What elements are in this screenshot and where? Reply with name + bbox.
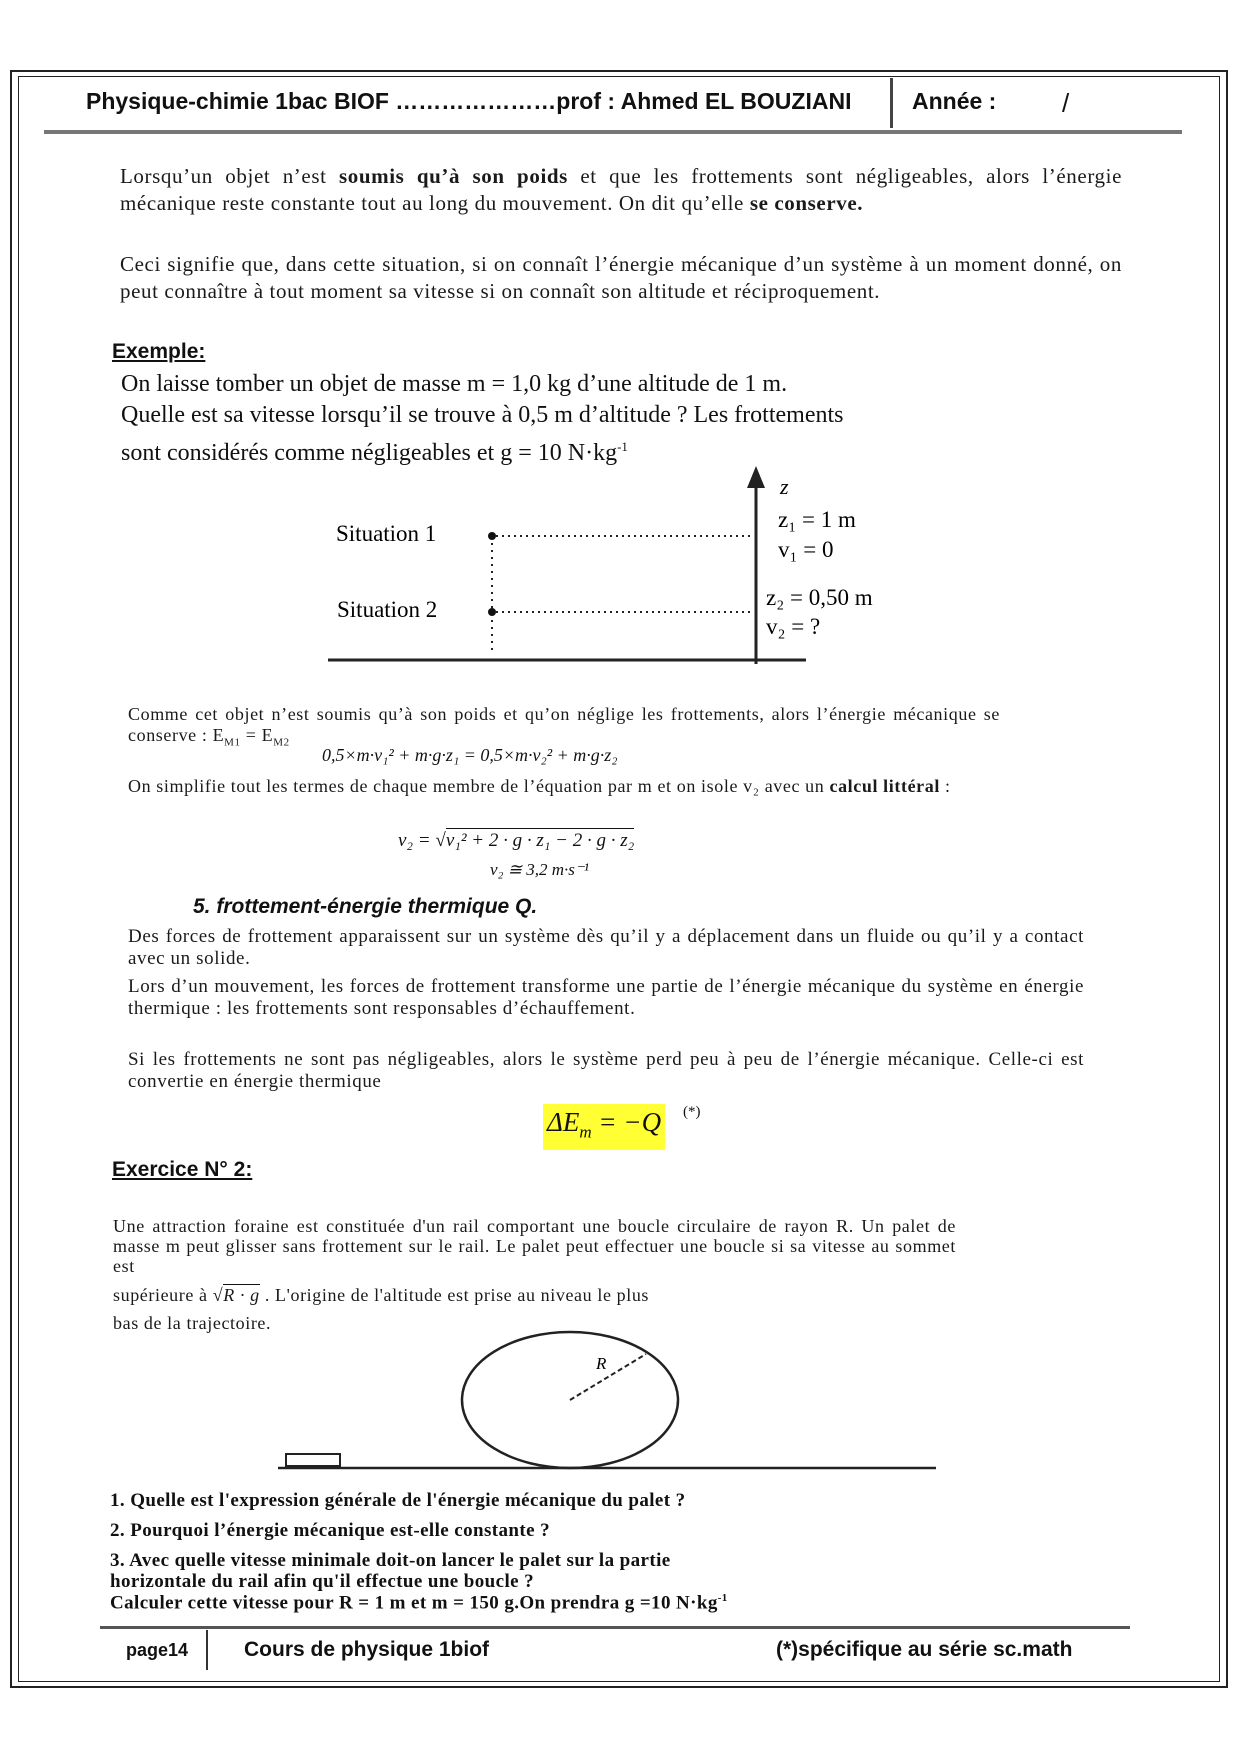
intro-text: Lorsqu’un objet n’est [120, 164, 339, 188]
intro-bold-conserve: se conserve [749, 191, 858, 215]
situation-1-label: Situation 1 [336, 521, 437, 546]
z2-label: z₂ = 0,50 m [766, 585, 873, 610]
footer-rule [100, 1626, 1130, 1629]
section-5-paragraph-2: Lors d’un mouvement, les forces de frottement transforme une partie de l’énergie mécanique du système en énergie thermique : les frottements sont responsables d’échauffement. [128, 976, 1084, 1019]
formula-delta-e: ΔE [547, 1107, 580, 1137]
section-5-heading: 5. frottement-énergie thermique Q. [193, 895, 538, 918]
header-title: Physique-chimie 1bac BIOF …………………prof : Ahmed EL BOUZIANI [86, 88, 852, 114]
loop-track-diagram [270, 1330, 950, 1480]
question-3c-exp: -1 [717, 1592, 728, 1604]
radius-line [570, 1354, 646, 1400]
formula-subscript: m [579, 1122, 592, 1142]
question-3c [110, 1592, 728, 1614]
solution-text: Comme cet objet n’est soumis qu’à son poids et qu’on néglige les frottements, alors l’énergie mécanique se conserve : E [128, 704, 1000, 745]
footer-separator [206, 1630, 208, 1670]
footer-note: (*)spécifique au série sc.math [776, 1638, 1073, 1661]
question-3a: 3. Avec quelle vitesse minimale doit-on lancer le palet sur la partie [110, 1550, 671, 1571]
object-point-1 [488, 532, 496, 540]
example-line-2: Quelle est sa vitesse lorsqu’il se trouve à 0,5 m d’altitude ? Les frottements [121, 402, 844, 428]
exercise-2-text-2 [113, 1283, 973, 1307]
intro-bold-poids: soumis qu’à son poids [338, 164, 568, 188]
example-line-3-text: sont considérés comme négligeables et g = 10 N·kg [121, 440, 618, 466]
example-statement [121, 369, 1021, 469]
z-axis-label: z [780, 474, 789, 499]
exercise-text: . L'origine de l'altitude est prise au niveau le plus [259, 1285, 650, 1305]
root-rg: R · g [223, 1285, 260, 1305]
z-axis-arrow-icon [747, 466, 765, 488]
sqrt-icon: √ [212, 1285, 224, 1305]
solution-text: : [939, 776, 951, 796]
formula-note-mark: (*) [683, 1104, 701, 1120]
exercise-text: supérieure à [113, 1285, 213, 1305]
question-3b: horizontale du rail afin qu'il effectue une boucle ? [110, 1571, 535, 1592]
puck [286, 1454, 340, 1466]
header-separator [890, 78, 893, 128]
solution-bold-calcul: calcul littéral [829, 776, 940, 796]
section-5-paragraph-3: Si les frottements ne sont pas négligeables, alors le système perd peu à peu de l’énergie mécanique. Celle-ci est convertie en énergie thermique [128, 1049, 1084, 1092]
header-rule [44, 130, 1182, 134]
example-line-3-exp: -1 [617, 439, 628, 454]
question-3c-text: Calculer cette vitesse pour R = 1 m et m = 150 g.On prendra g =10 N·kg [110, 1592, 718, 1614]
speed-formula-root: v₁² + 2 · g · z₁ − 2 · g · z₂ [445, 830, 635, 851]
situation-2-label: Situation 2 [337, 597, 438, 622]
intro-text: et que les frottements sont négligeables, alors l’énergie mécanique reste constante tout au long du mouvement. On dit qu’elle [120, 164, 1122, 215]
speed-formula-left: v₂ = [398, 830, 436, 851]
solution-paragraph-2 [128, 776, 1000, 797]
intro-paragraph-1 [120, 163, 1122, 217]
object-point-2 [488, 608, 496, 616]
solution-text: = E [240, 725, 274, 745]
question-1: 1. Quelle est l'expression générale de l'énergie mécanique du palet ? [110, 1490, 686, 1511]
speed-result: v₂ ≅ 3,2 m·s⁻¹ [490, 860, 589, 879]
header-slash: / [1062, 88, 1070, 118]
solution-text: On simplifie tout les termes de chaque membre de l’équation par m et on isole v₂ avec un [128, 776, 830, 796]
page-footer [100, 1630, 1130, 1670]
intro-text: . [857, 191, 864, 215]
exercise-2-text-1: Une attraction foraine est constituée d'un rail comportant une boucle circulaire de rayon R. Un palet de masse m peut glisser sans frottement sur le rail. Le palet peut effectuer une boucle si sa vitesse au sommet est [113, 1216, 956, 1276]
v1-label: v₁ = 0 [778, 537, 834, 562]
v2-label: v₂ = ? [766, 614, 821, 639]
intro-paragraph-2: Ceci signifie que, dans cette situation, si on connaît l’énergie mécanique d’un système à un moment donné, on peut connaître à tout moment sa vitesse si on connaît son altitude et réciproquement. [120, 252, 1122, 303]
energy-equation: 0,5×m·v₁² + m·g·z₁ = 0,5×m·v₂² + m·g·z₂ [322, 745, 618, 765]
section-5-paragraph-1: Des forces de frottement apparaissent sur un système dès qu’il y a déplacement dans un fluide ou qu’il y a contact avec un solide. [128, 926, 1084, 969]
example-label: Exemple: [112, 340, 206, 363]
thermal-energy-formula [543, 1104, 665, 1150]
altitude-diagram [320, 460, 920, 680]
sqrt-icon: √ [435, 830, 446, 851]
radius-label: R [596, 1354, 607, 1373]
header-annee: Année : [912, 88, 997, 114]
footer-course: Cours de physique 1biof [244, 1638, 490, 1661]
em2-subscript: M2 [273, 736, 290, 749]
example-line-1: On laisse tomber un objet de masse m = 1,0 kg d’une altitude de 1 m. [121, 371, 788, 397]
page-number: page14 [126, 1640, 189, 1660]
exercise-2-label: Exercice N° 2: [112, 1158, 253, 1181]
page-header [44, 78, 1184, 130]
em1-subscript: M1 [224, 736, 241, 749]
exercise-2-text-3: bas de la trajectoire. [113, 1313, 272, 1333]
question-2: 2. Pourquoi l’énergie mécanique est-elle constante ? [110, 1520, 550, 1541]
z1-label: z₁ = 1 m [778, 507, 856, 532]
speed-formula [398, 830, 634, 852]
formula-rest: = −Q [591, 1107, 662, 1137]
